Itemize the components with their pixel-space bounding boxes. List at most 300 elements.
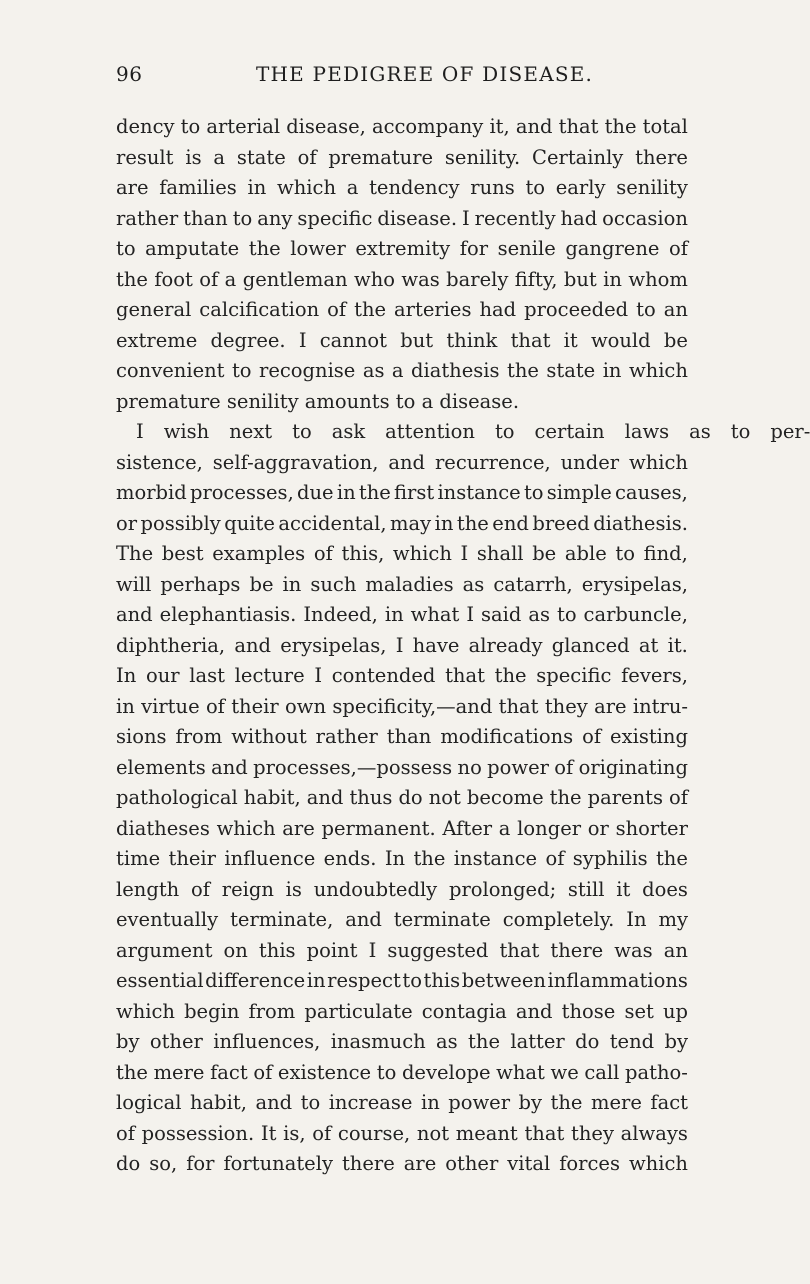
text-line [116, 661, 688, 692]
word: I [368, 938, 377, 962]
word: do [116, 1152, 141, 1175]
word: result [116, 145, 174, 169]
word: always [620, 1121, 688, 1145]
word: foot [154, 267, 193, 291]
word: I [460, 542, 469, 565]
word: the [494, 664, 527, 687]
word: argument [116, 938, 213, 962]
word: already [468, 633, 543, 657]
word: the [456, 511, 489, 535]
word: of [205, 694, 225, 718]
word: may [390, 511, 432, 535]
word: suggested [387, 938, 489, 962]
word: by [664, 1030, 688, 1053]
text-line [116, 753, 688, 784]
word: premature [328, 145, 434, 169]
word: shorter [615, 816, 688, 840]
word: is [185, 145, 202, 169]
word: per- [770, 420, 810, 443]
word: of [313, 542, 333, 565]
word: the [604, 115, 637, 138]
word: the [248, 237, 281, 260]
word: fevers, [621, 664, 688, 687]
word: I [136, 420, 144, 443]
word: rather [315, 725, 378, 748]
word: are [282, 816, 315, 840]
word: there [341, 1152, 395, 1175]
word: the [354, 298, 387, 321]
word: I [395, 633, 404, 657]
word: time [116, 847, 161, 870]
word: of [116, 1121, 135, 1145]
word: forces [559, 1152, 620, 1175]
word: last [189, 664, 225, 687]
word: think [446, 328, 498, 352]
word: of [582, 725, 602, 748]
word: virtue [141, 694, 200, 718]
word: elements [116, 755, 206, 779]
word: which [629, 450, 688, 474]
word: they [571, 1121, 614, 1145]
word: specificity,—and [332, 694, 493, 718]
word: of [327, 298, 347, 321]
word: at [638, 633, 659, 657]
word: best [161, 542, 204, 565]
word: breed [532, 511, 590, 535]
word: call [584, 1060, 620, 1084]
word: what [496, 1060, 545, 1084]
text-line [116, 905, 688, 936]
word: do [575, 1030, 600, 1053]
text-line [116, 234, 688, 265]
word: my [658, 908, 688, 931]
word: it. [667, 633, 688, 657]
word: modifications [440, 725, 574, 748]
word: perhaps [160, 572, 241, 596]
word: erysipelas, [280, 633, 387, 657]
word: other [445, 1152, 499, 1175]
word: this [258, 938, 296, 962]
word: it, [489, 115, 510, 138]
word: an [663, 938, 688, 962]
word: a [391, 359, 404, 382]
word: carbuncle, [583, 603, 688, 626]
word: in [602, 359, 622, 382]
word: other [149, 1030, 203, 1053]
word: are [116, 176, 149, 199]
word: specific [536, 664, 612, 687]
word: under [560, 450, 620, 474]
word: diathesis [411, 359, 500, 382]
word: had [479, 298, 517, 321]
word: such [310, 572, 357, 596]
word: I [461, 206, 470, 230]
word: the [506, 359, 539, 382]
word: proceeded [524, 298, 629, 321]
word: elephantiasis. [159, 603, 297, 626]
word: it [563, 328, 578, 352]
word: of [554, 755, 574, 779]
word: which [392, 542, 452, 565]
word: Certainly [532, 145, 624, 169]
word: what [410, 603, 460, 626]
word: find, [643, 542, 688, 565]
word: begin [184, 999, 240, 1023]
word: undoubtedly [313, 877, 438, 901]
word: the [655, 847, 688, 870]
word: set [624, 999, 654, 1023]
word: habit, [243, 786, 301, 809]
word: convenient [116, 359, 225, 382]
text-line: premature senility amounts to a disease. [116, 389, 520, 413]
word: to [615, 542, 635, 565]
word: particulate [304, 999, 413, 1023]
word: to [523, 481, 544, 504]
word: our [145, 664, 180, 687]
word: there [635, 145, 688, 169]
word: of [545, 847, 565, 870]
word: of [669, 786, 688, 809]
word: patho- [625, 1060, 688, 1084]
word: fortunately [223, 1152, 333, 1175]
word: and [255, 1091, 293, 1114]
word: sistence, [116, 450, 203, 474]
word: latter [510, 1030, 565, 1053]
word: rather [116, 206, 179, 230]
word: up [662, 999, 688, 1023]
word: and [388, 450, 426, 474]
word: to [376, 1060, 397, 1084]
word: permanent. [321, 816, 436, 840]
word: sions [116, 725, 167, 748]
text-line [116, 1149, 688, 1180]
word: shall [476, 542, 524, 565]
word: that [524, 1121, 565, 1145]
word: was [614, 938, 653, 962]
text-line [116, 448, 688, 479]
word: self-aggravation, [212, 450, 379, 474]
word: possibly [140, 511, 221, 535]
word: not [428, 786, 461, 809]
word: Indeed, [303, 603, 378, 626]
word: cannot [319, 328, 387, 352]
word: to [525, 176, 546, 199]
word: in [282, 572, 302, 596]
word: in [434, 511, 454, 535]
word: meant [455, 1121, 518, 1145]
word: as [528, 603, 550, 626]
word: essential [116, 969, 204, 992]
word: the [413, 847, 446, 870]
word: instance [437, 481, 521, 504]
word: pathological [116, 786, 238, 809]
word: this, [341, 542, 385, 565]
text-line [116, 966, 688, 997]
text-line [116, 1088, 688, 1119]
word: lower [290, 237, 346, 260]
word: as [436, 1030, 458, 1053]
word: are [594, 694, 627, 718]
page-number: 96 [116, 62, 143, 86]
word: gangrene [565, 237, 660, 260]
word: tendency [369, 176, 460, 199]
word: in [603, 267, 622, 291]
text-line [116, 478, 688, 509]
word: certain [534, 420, 605, 443]
word: diathesis. [593, 511, 688, 535]
word: wish [163, 420, 210, 443]
word: so, [149, 1152, 178, 1175]
word: that [498, 694, 539, 718]
running-title: THE PEDIGREE OF DISEASE. [256, 62, 594, 86]
word: morbid [116, 481, 187, 504]
word: originating [578, 755, 688, 779]
word: their [168, 847, 216, 870]
word: by [116, 1030, 140, 1053]
word: to [180, 115, 201, 138]
text-line [116, 265, 688, 296]
word: be [663, 328, 688, 352]
word: in [247, 176, 267, 199]
word: increase [328, 1091, 413, 1114]
word: amputate [145, 237, 240, 260]
word: attention [385, 420, 475, 443]
word: which [216, 816, 276, 840]
word: will [116, 572, 152, 596]
word: families [159, 176, 237, 199]
word: vital [507, 1152, 551, 1175]
word: contended [331, 664, 436, 687]
word: still [567, 877, 605, 901]
word: that [558, 115, 599, 138]
word: arterial [206, 115, 281, 138]
word: possession. [141, 1121, 255, 1145]
word: to [232, 206, 253, 230]
word: recently [474, 206, 556, 230]
word: said [481, 603, 522, 626]
word: diatheses [116, 816, 210, 840]
word: end [492, 511, 529, 535]
text-line [116, 417, 810, 448]
word: own [285, 694, 327, 718]
word: of [253, 1060, 273, 1084]
word: no [457, 755, 482, 779]
text-line [116, 356, 688, 387]
word: course, [337, 1121, 411, 1145]
word: and [234, 633, 271, 657]
word: between [461, 969, 546, 992]
word: in [384, 603, 404, 626]
word: be [532, 542, 557, 565]
word: without [231, 725, 307, 748]
word: calcification [199, 298, 320, 321]
word: longer [517, 816, 582, 840]
word: of [297, 145, 317, 169]
word: not [416, 1121, 450, 1145]
word: fifty, [514, 267, 558, 291]
word: gentleman [242, 267, 348, 291]
word: the [468, 1030, 500, 1053]
word: ask [331, 420, 366, 443]
text-line [116, 600, 688, 631]
word: diphtheria, [116, 633, 226, 657]
word: from [248, 999, 296, 1023]
word: In [384, 847, 406, 870]
word: recognise [259, 359, 356, 382]
word: prolonged; [448, 877, 557, 901]
word: point [306, 938, 358, 962]
word: in [420, 1091, 440, 1114]
word: an [663, 298, 688, 321]
word: and [306, 786, 344, 809]
word: develope [401, 1060, 491, 1084]
text-line [116, 539, 688, 570]
word: dency [116, 115, 175, 138]
word: become [466, 786, 544, 809]
word: who [354, 267, 395, 291]
word: extreme [116, 328, 198, 352]
word: to [730, 420, 751, 443]
word: After [442, 816, 493, 840]
word: accidental, [278, 511, 387, 535]
text-line [116, 814, 688, 845]
text-line [116, 326, 688, 357]
text-line [116, 936, 688, 967]
word: had [560, 206, 598, 230]
word: ends. [323, 847, 377, 870]
word: processes,—possess [253, 755, 453, 779]
word: be [249, 572, 274, 596]
word: senile [497, 237, 556, 260]
word: difference [205, 969, 306, 992]
word: of [669, 237, 688, 260]
word: I [314, 664, 323, 687]
word: which [628, 1152, 688, 1175]
word: by [518, 1091, 543, 1114]
word: length [116, 877, 180, 901]
word: senility. [444, 145, 521, 169]
text-line [116, 173, 688, 204]
word: laws [624, 420, 670, 443]
word: fact [650, 1091, 688, 1114]
word: quite [224, 511, 275, 535]
word: I [466, 603, 475, 626]
word: or [587, 816, 609, 840]
word: in [306, 969, 326, 992]
word: intru- [632, 694, 688, 718]
word: are [403, 1152, 437, 1175]
word: this [423, 969, 461, 992]
word: glanced [551, 633, 630, 657]
word: terminate [393, 908, 491, 931]
word: In [116, 664, 137, 687]
word: eventually [116, 908, 219, 931]
text-line [116, 1027, 688, 1058]
word: lecture [234, 664, 305, 687]
word: The [116, 542, 154, 565]
word: tend [609, 1030, 655, 1053]
word: early [555, 176, 606, 199]
word: processes, [190, 481, 294, 504]
text-line [116, 509, 688, 540]
word: they [544, 694, 588, 718]
word: general [116, 298, 192, 321]
word: is, [283, 1121, 306, 1145]
word: next [229, 420, 273, 443]
word: degree. [210, 328, 286, 352]
word: total [642, 115, 688, 138]
word: that [445, 664, 485, 687]
text-line [116, 997, 688, 1028]
text-line [116, 783, 688, 814]
word: barely [446, 267, 509, 291]
word: state [236, 145, 286, 169]
word: would [590, 328, 651, 352]
word: habit, [189, 1091, 247, 1114]
word: influence [224, 847, 316, 870]
word: due [297, 481, 334, 504]
word: It [260, 1121, 277, 1145]
word: does [642, 877, 688, 901]
word: that [510, 328, 551, 352]
word: senility [616, 176, 688, 199]
word: able [564, 542, 607, 565]
word: catarrh, [493, 572, 573, 596]
word: instance [453, 847, 538, 870]
word: which [116, 999, 175, 1023]
word: specific [297, 206, 373, 230]
word: first [394, 481, 435, 504]
text-line [116, 1058, 688, 1089]
word: fact [210, 1060, 248, 1084]
text-line [116, 204, 688, 235]
word: power [487, 755, 549, 779]
word: maladies [365, 572, 454, 596]
word: of [312, 1121, 332, 1145]
word: for [186, 1152, 215, 1175]
word: a [213, 145, 226, 169]
word: influences, [213, 1030, 321, 1053]
text-line [116, 1119, 688, 1150]
word: to [116, 237, 136, 260]
word: syphilis [572, 847, 648, 870]
word: was [401, 267, 440, 291]
word: any [257, 206, 293, 230]
word: disease, [286, 115, 366, 138]
word: I [298, 328, 307, 352]
word: mere [590, 1091, 642, 1114]
word: their [231, 694, 279, 718]
word: and [116, 603, 153, 626]
word: the [550, 1091, 583, 1114]
word: as [689, 420, 711, 443]
word: do [398, 786, 423, 809]
word: and [211, 755, 248, 779]
word: to [300, 1091, 321, 1114]
word: thus [349, 786, 393, 809]
word: but [563, 267, 597, 291]
word: we [550, 1060, 579, 1084]
word: the [549, 786, 582, 809]
word: and [345, 908, 382, 931]
word: to [231, 359, 252, 382]
text-line [116, 722, 688, 753]
text-line [116, 692, 688, 723]
word: or [116, 511, 138, 535]
word: the [116, 1060, 148, 1084]
word: which [628, 359, 688, 382]
word: that [499, 938, 540, 962]
